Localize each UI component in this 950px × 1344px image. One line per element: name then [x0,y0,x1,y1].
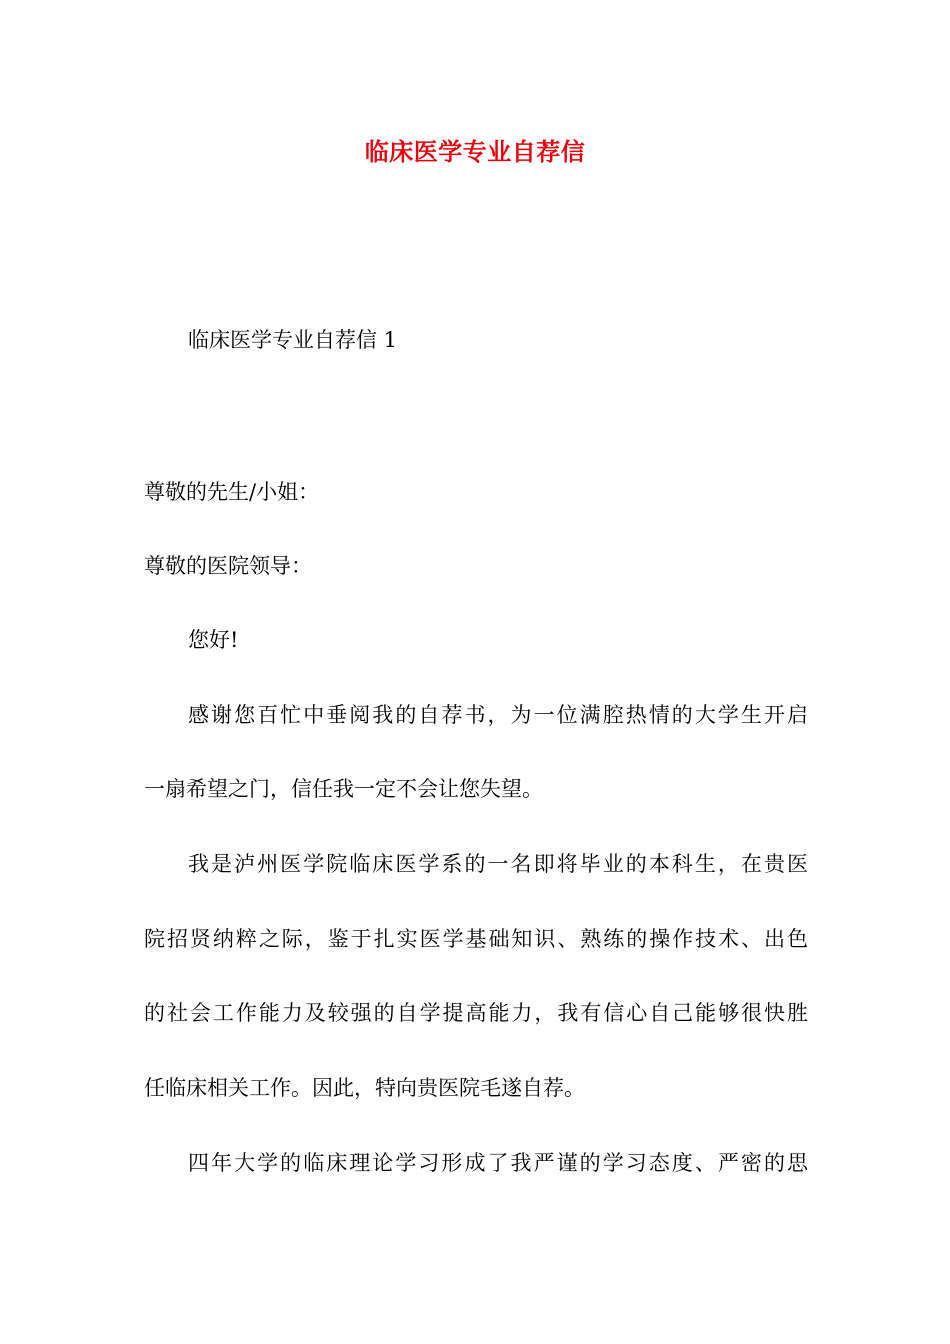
salutation-line-1: 尊敬的先生/小姐： [144,480,320,504]
body-line: 我是泸州医学院临床医学系的一名即将毕业的本科生，在贵医 [188,852,808,876]
salutation-line-2: 尊敬的医院领导： [144,554,312,578]
body-line: 院招贤纳粹之际，鉴于扎实医学基础知识、熟练的操作技术、出色 [144,927,808,951]
body-line: 四年大学的临床理论学习形成了我严谨的学习态度、严密的思 [188,1151,808,1175]
letter-heading: 临床医学专业自荐信 1 [188,328,398,352]
body-line: 任临床相关工作。因此，特向贵医院毛遂自荐。 [144,1076,585,1100]
body-line: 的社会工作能力及较强的自学提高能力，我有信心自己能够很快胜 [144,1001,808,1025]
body-line: 感谢您百忙中垂阅我的自荐书，为一位满腔热情的大学生开启 [188,703,808,727]
document-title: 临床医学专业自荐信 [364,138,586,166]
body-line: 一扇希望之门，信任我一定不会让您失望。 [144,777,543,801]
greeting-line: 您好! [188,628,239,652]
